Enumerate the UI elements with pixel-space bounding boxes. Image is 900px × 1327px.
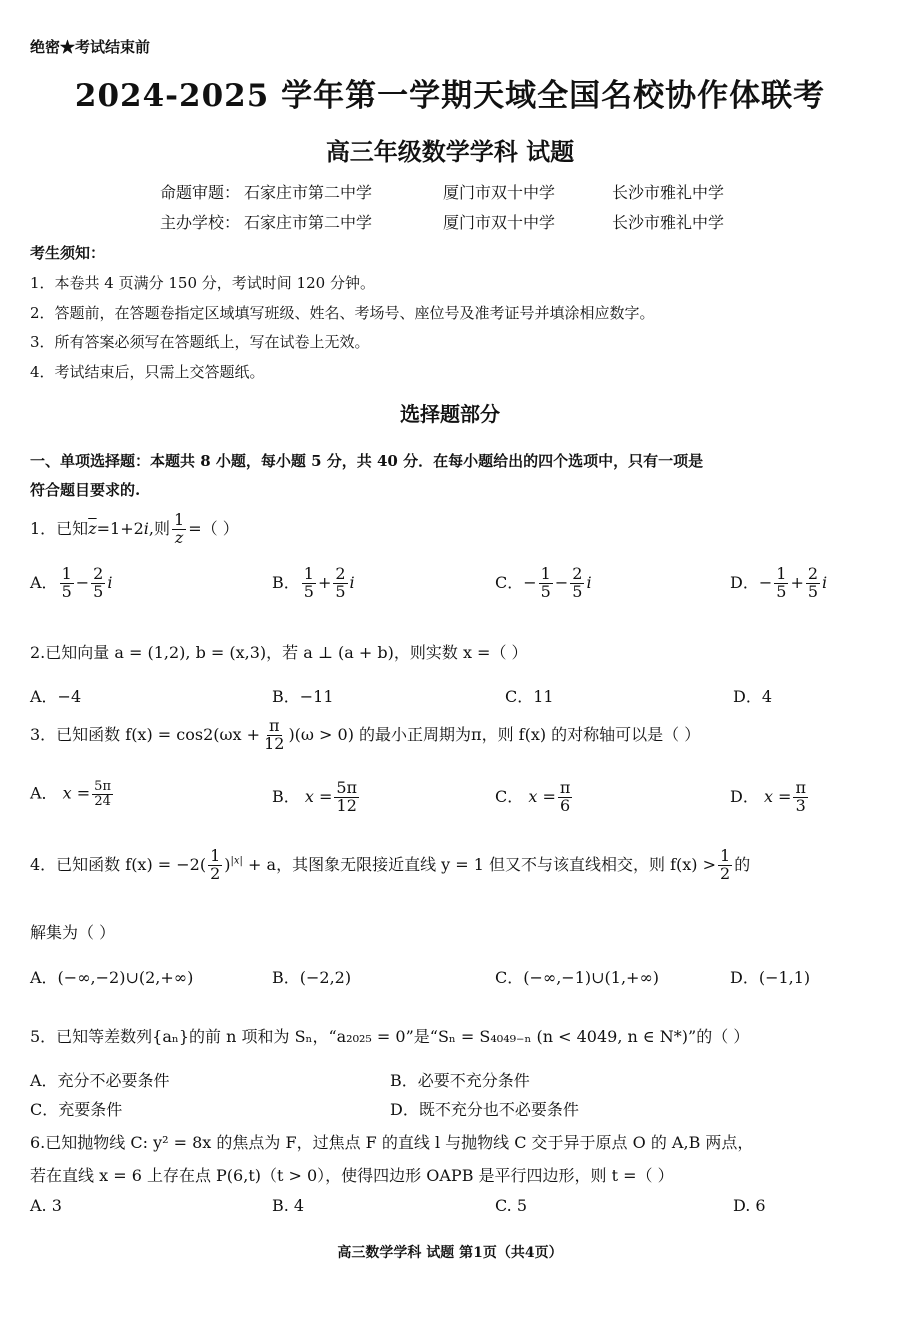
notice-item: 2．答题前，在答题卷指定区域填写班级、姓名、考场号、座位号及准考证号并填涂相应数字。 [30,304,655,322]
question-2-option-b: B．−11 [272,687,334,706]
question-4-option-b: B．(−2,2) [272,968,352,987]
question-6-option-a: A. 3 [30,1196,62,1215]
proposers-label: 命题审题： [160,183,241,202]
question-3-option-c: C． x = $\frac{\pi}{6}$ [495,778,571,815]
question-5-option-b: B．必要不充分条件 [390,1071,530,1090]
section-instruction: 一、单项选择题：本题共 8 小题，每小题 5 分，共 40 分．在每小题给出的四个选项中，只有一项是 [30,452,704,470]
hosts-label: 主办学校： [160,213,241,232]
question-6-option-c: C. 5 [495,1196,528,1215]
question-4-option-c: C．(−∞,−1)∪(1,+∞) [495,968,660,987]
question-4-option-a: A．(−∞,−2)∪(2,+∞) [30,968,194,987]
exam-subtitle: 高三年级数学学科 试题 [325,137,575,166]
school-2: 厦门市双十中学 [443,183,556,202]
question-6-stem-cont: 若在直线 x = 6 上存在点 P(6,t)（t > 0），使得四边形 OAPB 是平行四边形，则 t =（ ） [30,1166,674,1185]
question-1-option-c: C．− $\frac{1}{5}$ − $\frac{2}{5}$ i [495,564,592,601]
school-1: 石家庄市第二中学 [244,183,373,202]
question-1-option-a: A． $\frac{1}{5}$ − $\frac{2}{5}$ i [30,564,113,601]
question-3-option-d: D． x = $\frac{\pi}{3}$ [730,778,806,815]
host-school-3: 长沙市雅礼中学 [612,213,725,232]
question-4-stem-cont: 解集为（ ） [30,923,116,942]
question-3-option-b: B． x = $\frac{5\pi}{12}$ [272,778,358,815]
confidential-mark: 绝密★考试结束前 [30,38,151,56]
question-5-option-c: C．充要条件 [30,1100,123,1119]
page-footer: 高三数学学科 试题 第1页（共4页） [337,1245,563,1261]
notice-item: 4．考试结束后，只需上交答题纸。 [30,363,265,381]
question-2-option-d: D．4 [733,687,773,706]
exam-title: 2024-2025 学年第一学期天域全国名校协作体联考 [74,78,826,114]
host-school-2: 厦门市双十中学 [443,213,556,232]
question-3-stem: 3．已知函数 f(x) = cos2(ωx + $\frac{\pi}{12}$ )(ω > 0) 的最小正周期为π，则 f(x) 的对称轴可以是（ ） [30,716,701,753]
question-3-option-a: A． x = $\frac{5\pi}{24}$ [30,779,111,809]
question-2-stem: 2.已知向量 a = (1,2), b = (x,3)，若 a ⊥ (a + b)，则实数 x =（ ） [30,643,528,662]
host-school-1: 石家庄市第二中学 [244,213,373,232]
section-instruction-cont: 符合题目要求的. [30,481,141,499]
question-1-option-d: D．− $\frac{1}{5}$ + $\frac{2}{5}$ i [730,564,828,601]
question-2-option-a: A．−4 [30,687,82,706]
question-6-option-d: D. 6 [733,1196,766,1215]
part-title: 选择题部分 [400,402,500,426]
question-6-stem: 6.已知抛物线 C: y² = 8x 的焦点为 F，过焦点 F 的直线 l 与抛物线 C 交于异于原点 O 的 A,B 两点， [30,1133,754,1152]
question-6-option-b: B. 4 [272,1196,305,1215]
question-5-stem: 5．已知等差数列{aₙ}的前 n 项和为 Sₙ，“a₂₀₂₅ = 0”是“Sₙ = S₄₀₄₉₋ₙ (n < 4049, n ∈ N*)”的（ ） [30,1027,750,1046]
question-2-option-c: C．11 [505,687,554,706]
question-4-option-d: D．(−1,1) [730,968,811,987]
question-5-option-d: D．既不充分也不必要条件 [390,1100,579,1119]
notice-item: 1．本卷共 4 页满分 150 分，考试时间 120 分钟。 [30,274,375,292]
notice-title: 考生须知： [30,244,106,262]
school-3: 长沙市雅礼中学 [612,183,725,202]
question-1-option-b: B． $\frac{1}{5}$ + $\frac{2}{5}$ i [272,564,355,601]
notice-item: 3．所有答案必须写在答题纸上，写在试卷上无效。 [30,333,370,351]
question-4-stem: 4．已知函数 f(x) = −2( $\frac{1}{2}$ )$^{|x|}$ + a，其图象无限接近直线 y = 1 但又不与该直线相交，则 f(x) > $\frac{1}{2}$ 的 [30,846,751,883]
question-5-option-a: A．充分不必要条件 [30,1071,170,1090]
question-1-stem: 1．已知$\overline{z}=1+2i$,则 $\frac{1}{z}$ =（ ） [30,510,239,547]
